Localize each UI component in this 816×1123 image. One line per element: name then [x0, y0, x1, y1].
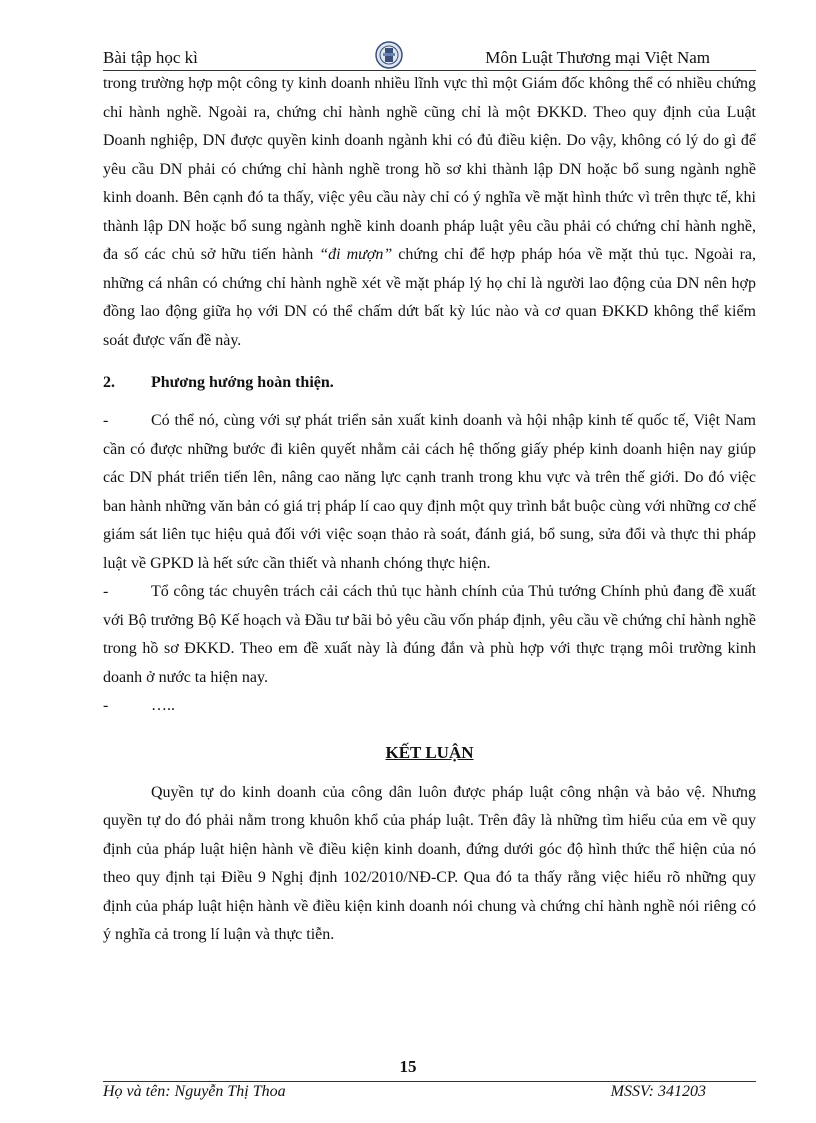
bullet-text: …..: [151, 697, 175, 714]
bullet-marker: -: [103, 697, 109, 714]
intro-quoted-phrase: “đi mượn”: [319, 246, 393, 263]
conclusion-title: KẾT LUẬN: [385, 742, 474, 762]
bullet-item-2: [103, 578, 756, 692]
bullet-marker: -: [103, 412, 109, 429]
bullet-item-3: [103, 692, 756, 721]
bullet-marker: -: [103, 583, 109, 600]
page-header: [103, 46, 756, 72]
footer-student-id: MSSV: 341203: [610, 1083, 706, 1100]
section-title: Phương hướng hoàn thiện.: [151, 374, 334, 391]
section-number: 2.: [103, 374, 115, 391]
page-body: [103, 70, 756, 950]
page-number: 15: [399, 1057, 417, 1076]
intro-text-part1: trong trường hợp một công ty kinh doanh nhiều lĩnh vực thì một Giám đốc không thể có nhiều chứng chỉ hành nghề. Ngoài ra, chứng chỉ hành nghề cũng chỉ là một ĐKKD. Theo quy định của Luật Doanh nghiệp, DN được quyền kinh doanh ngành khi có đủ điều kiện. Do vậy, không có lý do gì để yêu cầu DN phải có chứng chỉ hành nghề trong hồ sơ khi thành lập DN hoặc bổ sung ngành nghề kinh doanh. Bên cạnh đó ta thấy, việc yêu cầu này chỉ có ý nghĩa về mặt hình thức vì trên thực tế, khi thành lập DN hoặc bổ sung ngành nghề kinh doanh pháp luật yêu cầu phải có chứng chỉ hành nghề, đa số các chủ sở hữu tiến hành: [103, 75, 756, 263]
bullet-text: Tổ công tác chuyên trách cải cách thủ tục hành chính của Thủ tướng Chính phủ đang đề xuất với Bộ trưởng Bộ Kế hoạch và Đầu tư bãi bỏ yêu cầu vốn pháp định, yêu cầu về chứng chỉ hành nghề trong hồ sơ ĐKKD. Theo em đề xuất này là đúng đắn và phù hợp với thực trạng môi trường kinh doanh ở nước ta hiện nay.: [103, 583, 756, 686]
bullet-text: Có thể nó, cùng với sự phát triển sản xuất kinh doanh và hội nhập kinh tế quốc tế, Việt Nam cần có được những bước đi kiên quyết nhằm cải cách hệ thống giấy phép kinh doanh hiện nay giúp các DN phát triển tiến lên, nâng cao năng lực cạnh tranh trong khu vực và trên thế giới. Do đó việc ban hành những văn bản có giá trị pháp lí cao quy định một quy trình bắt buộc cùng với những cơ chế giám sát liên tục hiệu quả đối với việc soạn thảo rà soát, đánh giá, bổ sung, sửa đổi và thực thi pháp luật về GPKD là hết sức cần thiết và nhanh chóng thực hiện.: [103, 412, 756, 572]
footer-author: Họ và tên: Nguyễn Thị Thoa: [103, 1083, 286, 1100]
bullet-item-1: [103, 407, 756, 578]
intro-text-part2: chứng chỉ để hợp pháp hóa về mặt thủ tục. Ngoài ra, những cá nhân có chứng chỉ hành nghề xét về mặt pháp lý họ chỉ là người lao động của DN nên hợp đồng lao động giữa họ với DN có thể chấm dứt bất kỳ lúc nào và cơ quan ĐKKD không thể kiểm soát được vấn đề này.: [103, 246, 757, 349]
header-left-text: Bài tập học kì: [103, 48, 198, 67]
section-heading: [103, 369, 756, 397]
university-logo-icon: [374, 40, 404, 70]
header-right-text: Môn Luật Thương mại Việt Nam: [485, 48, 710, 67]
footer-divider: [103, 1081, 756, 1082]
conclusion-paragraph: Quyền tự do kinh doanh của công dân luôn được pháp luật công nhận và bảo vệ. Nhưng quyền tự do đó phải nằm trong khuôn khổ của pháp luật. Trên đây là những tìm hiểu của em về quy định của pháp luật hiện hành về điều kiện kinh doanh, đứng dưới góc độ hình thức thể hiện của nó theo quy định tại Điều 9 Nghị định 102/2010/NĐ-CP. Qua đó ta thấy rằng việc hiểu rõ những quy định của pháp luật hiện hành về điều kiện kinh doanh nói chung và chứng chỉ hành nghề nói riêng có ý nghĩa cả trong lí luận và thực tiễn.: [103, 783, 756, 943]
intro-paragraph: [103, 70, 756, 355]
